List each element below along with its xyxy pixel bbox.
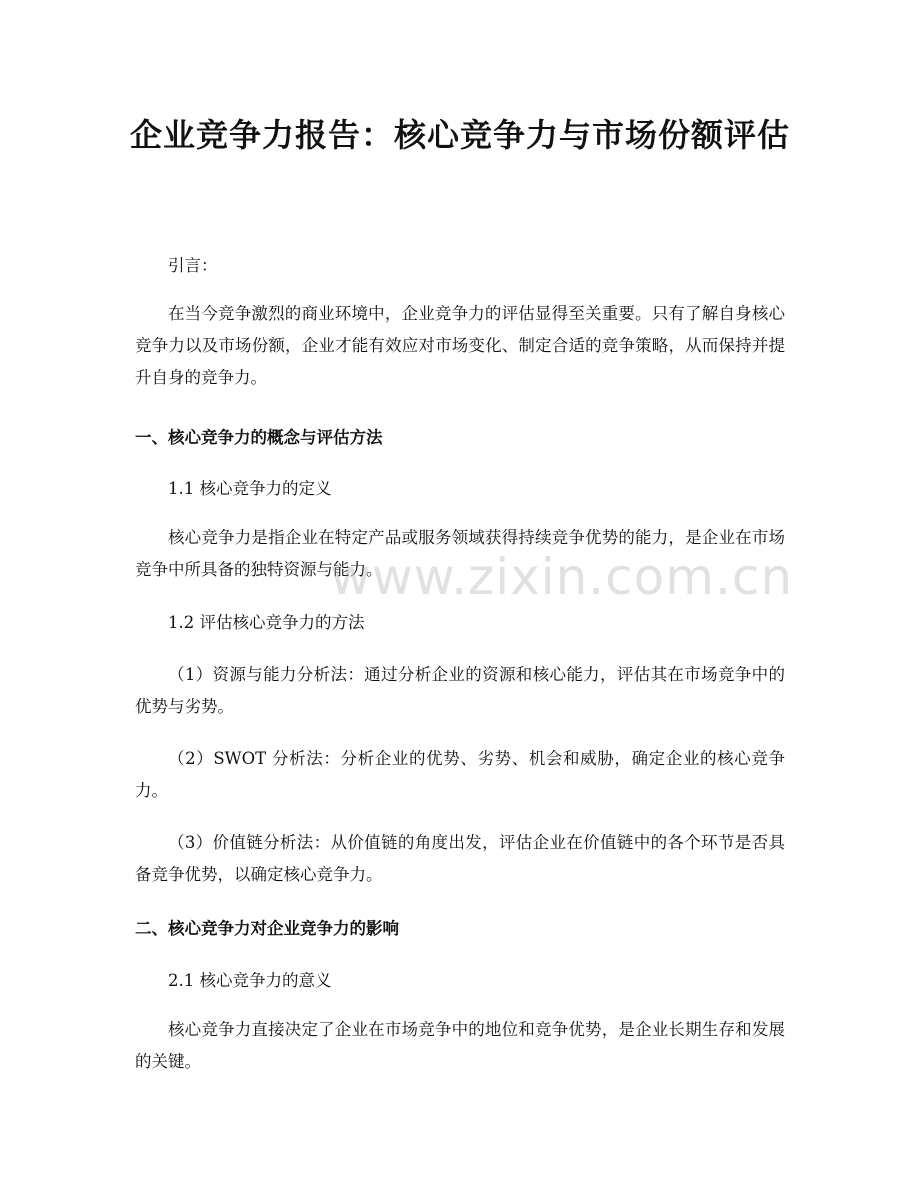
watermark: www.zixin.com.cn bbox=[330, 548, 794, 606]
subsection-1-1-text: 核心竞争力是指企业在特定产品或服务领域获得持续竞争优势的能力，是企业在市场竞争中所具备的独特资源与能力。 bbox=[135, 528, 785, 579]
subsection-2-1-heading: 2.1 核心竞争力的意义 bbox=[168, 971, 332, 990]
intro-paragraph: 在当今竞争激烈的商业环境中，企业竞争力的评估显得至关重要。只有了解自身核心竞争力以及市场份额，企业才能有效应对市场变化、制定合适的竞争策略，从而保持并提升自身的竞争力。 bbox=[135, 304, 785, 387]
section-2-heading: 二、核心竞争力对企业竞争力的影响 bbox=[135, 919, 399, 938]
document-title: 企业竞争力报告：核心竞争力与市场份额评估 bbox=[129, 116, 790, 154]
method-3-text: （3）价值链分析法：从价值链的角度出发，评估企业在价值链中的各个环节是否具备竞争优势，以确定核心竞争力。 bbox=[135, 833, 785, 884]
subsection-1-1-heading: 1.1 核心竞争力的定义 bbox=[168, 479, 332, 498]
subsection-1-2-heading: 1.2 评估核心竞争力的方法 bbox=[168, 613, 365, 632]
method-1-text: （1）资源与能力分析法：通过分析企业的资源和核心能力，评估其在市场竞争中的优势与劣势。 bbox=[135, 665, 785, 716]
subsection-2-1-text: 核心竞争力直接决定了企业在市场竞争中的地位和竞争优势，是企业长期生存和发展的关键。 bbox=[135, 1020, 785, 1071]
intro-label: 引言： bbox=[168, 256, 218, 275]
method-2-text: （2）SWOT 分析法：分析企业的优势、劣势、机会和威胁，确定企业的核心竞争力。 bbox=[135, 749, 785, 800]
section-1-heading: 一、核心竞争力的概念与评估方法 bbox=[135, 428, 383, 447]
